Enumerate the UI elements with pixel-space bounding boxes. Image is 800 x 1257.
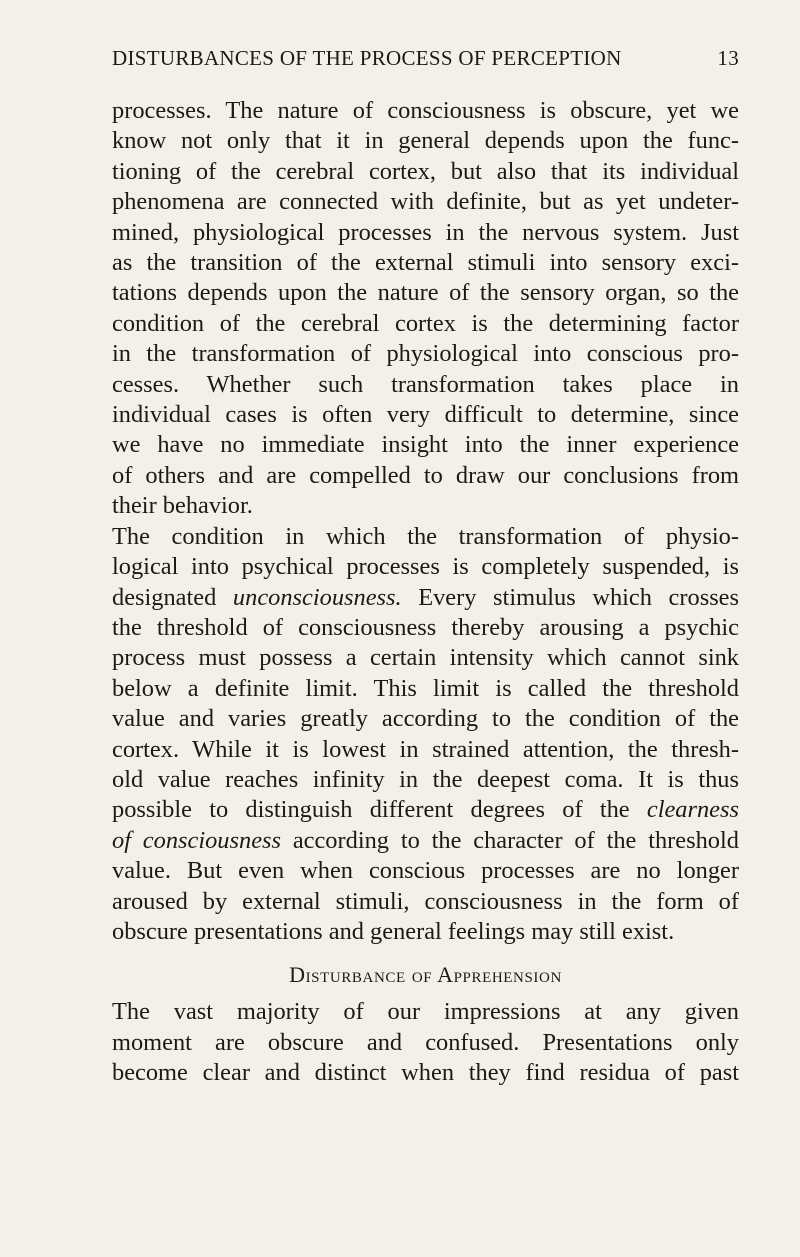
section-heading: Disturbance of Apprehension — [289, 962, 562, 988]
text-line: The condition in which the transformation of physio- — [112, 522, 739, 550]
text-line: The vast majority of our impressions at any given — [112, 998, 739, 1026]
text-line: become clear and distinct when they find residua of past — [112, 1059, 739, 1087]
text-line: cortex. While it is lowest in strained attention, the thresh- — [112, 735, 739, 763]
text-line: moment are obscure and confused. Presentations only — [112, 1028, 739, 1056]
text-line — [112, 795, 739, 825]
text-run: designated — [112, 583, 233, 611]
text-line: know not only that it in general depends upon the func- — [112, 127, 739, 155]
page-number: 13 — [717, 46, 739, 70]
text-line: we have no immediate insight into the inner experience — [112, 431, 739, 459]
text-run: Every stimulus which crosses — [401, 583, 740, 611]
text-line: in the transformation of physiological into conscious pro- — [112, 340, 739, 368]
text-run: according to the character of the threshold — [281, 826, 739, 854]
text-line: logical into psychical processes is completely suspended, is — [112, 553, 739, 581]
text-line: process must possess a certain intensity which cannot sink — [112, 644, 739, 672]
text-line — [112, 583, 739, 613]
text-line: tations depends upon the nature of the sensory organ, so the — [112, 279, 739, 307]
text-line: the threshold of consciousness thereby arousing a psychic — [112, 613, 739, 641]
text-line: individual cases is often very difficult to determine, since — [112, 401, 739, 429]
text-line: value and varies greatly according to the condition of the — [112, 705, 739, 733]
text-line: below a definite limit. This limit is called the threshold — [112, 674, 739, 702]
text-line: obscure presentations and general feelings may still exist. — [112, 917, 675, 945]
italic-term-clearness: clearness — [646, 796, 739, 824]
text-line: phenomena are connected with definite, but as yet undeter- — [112, 188, 739, 216]
paragraph-1 — [112, 96, 739, 522]
text-line: their behavior. — [112, 492, 253, 520]
running-head-title: DISTURBANCES OF THE PROCESS OF PERCEPTION — [112, 46, 622, 70]
text-line: as the transition of the external stimuli into sensory exci- — [112, 249, 739, 277]
italic-term-unconsciousness: unconsciousness. — [232, 583, 402, 611]
text-line: processes. The nature of consciousness is obscure, yet we — [112, 97, 739, 124]
body-text — [112, 96, 739, 1089]
italic-term-of-consciousness: of consciousness — [112, 826, 281, 854]
running-head — [112, 46, 739, 76]
text-line — [112, 826, 739, 856]
text-line: value. But even when conscious processes are no longer — [112, 857, 739, 885]
text-run: possible to distinguish different degrees of the — [112, 796, 647, 824]
paragraph-2 — [112, 522, 739, 948]
paragraph-3 — [112, 997, 739, 1088]
text-line: mined, physiological processes in the nervous system. Just — [112, 218, 739, 246]
text-line: condition of the cerebral cortex is the determining factor — [112, 309, 739, 337]
text-line: aroused by external stimuli, consciousness in the form of — [112, 887, 739, 915]
text-line: old value reaches infinity in the deepest coma. It is thus — [112, 765, 739, 793]
text-line: cesses. Whether such transformation takes place in — [112, 370, 739, 398]
text-line: of others and are compelled to draw our conclusions from — [112, 461, 739, 489]
text-line: tioning of the cerebral cortex, but also that its individual — [112, 157, 739, 185]
